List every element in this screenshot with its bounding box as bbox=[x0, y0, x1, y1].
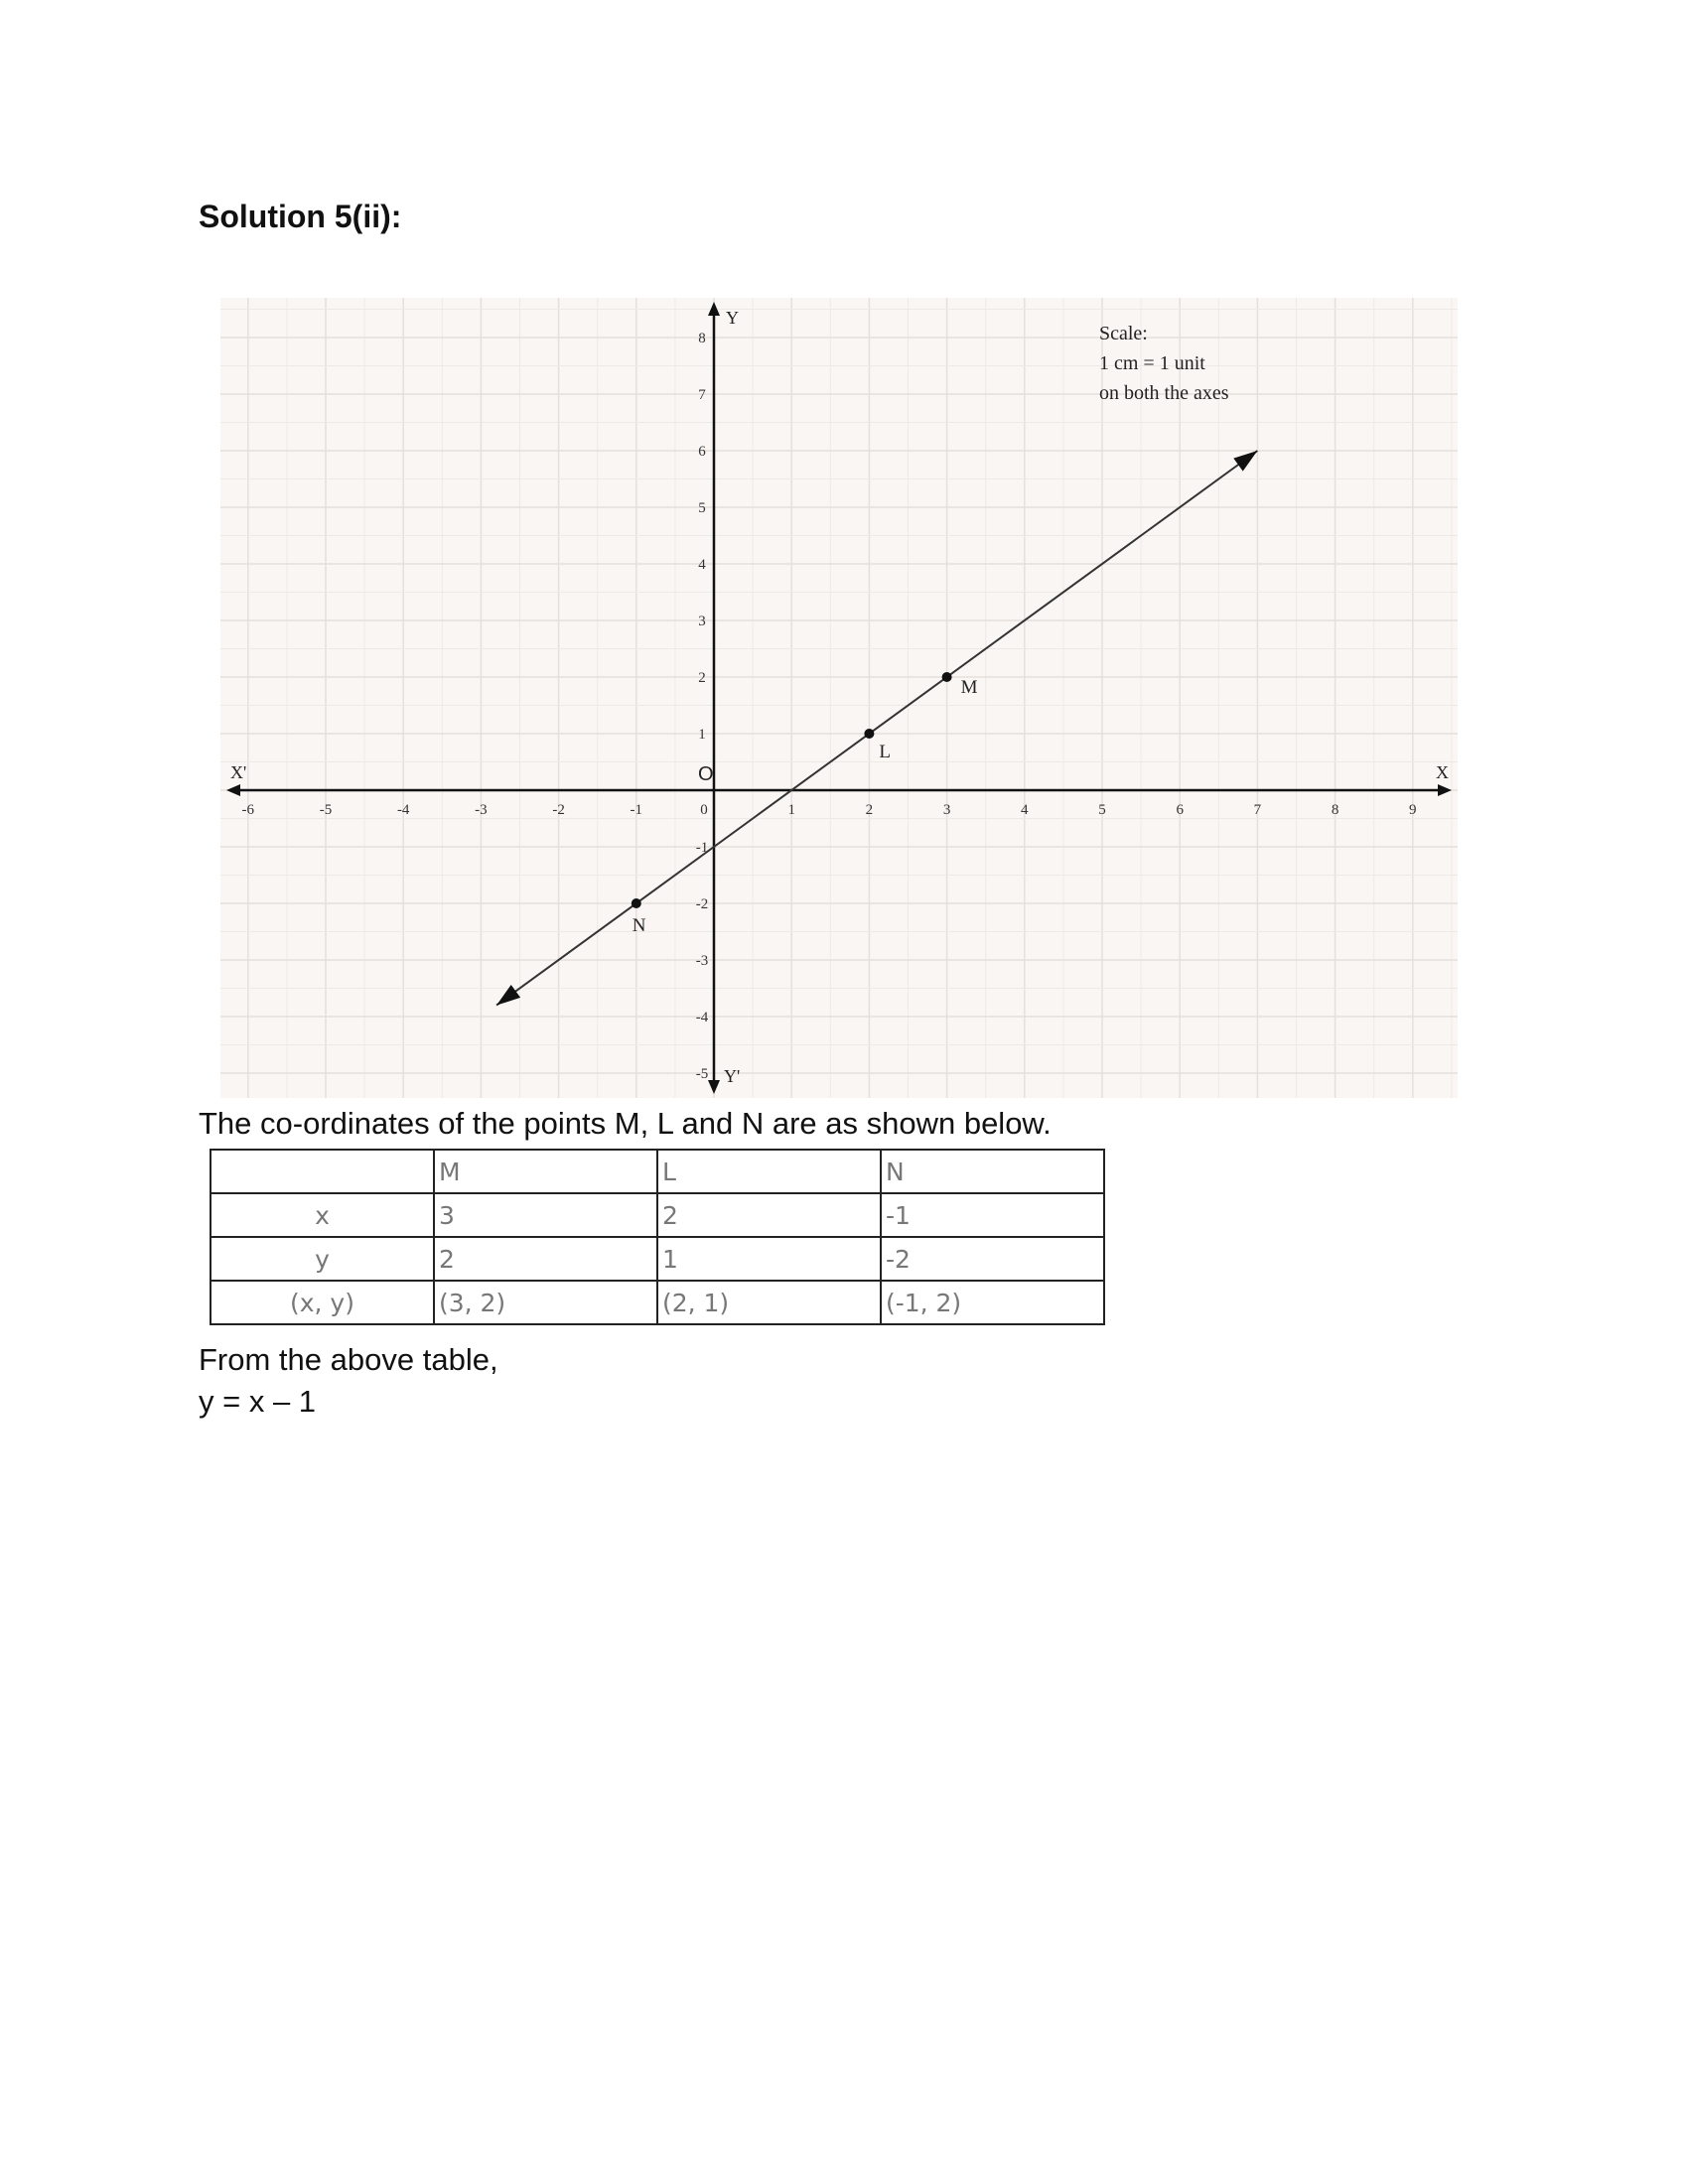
x-tick-label: 7 bbox=[1253, 802, 1262, 818]
point-label-n: N bbox=[632, 915, 646, 936]
x-tick-label: 0 bbox=[700, 802, 708, 818]
table-row bbox=[211, 1193, 1104, 1237]
x-axis-label: X bbox=[1436, 762, 1449, 782]
x-tick-label: -2 bbox=[552, 802, 565, 818]
y-prime-axis-label: Y' bbox=[724, 1066, 741, 1086]
y-tick-label: -1 bbox=[695, 840, 709, 856]
graph-background bbox=[220, 298, 1458, 1098]
y-tick-label: 6 bbox=[698, 444, 706, 460]
table-header-cell: L bbox=[657, 1150, 881, 1193]
table-row-label: x bbox=[211, 1193, 434, 1237]
x-tick-label: -5 bbox=[319, 802, 333, 818]
intro-text: The co-ordinates of the points M, L and N are as shown below. bbox=[199, 1106, 1052, 1141]
x-tick-label: 5 bbox=[1098, 802, 1106, 818]
point-m bbox=[942, 672, 952, 682]
y-tick-label: 8 bbox=[698, 331, 706, 346]
x-tick-label: 9 bbox=[1409, 802, 1417, 818]
table-cell: -2 bbox=[881, 1237, 1104, 1281]
table-cell: 1 bbox=[657, 1237, 881, 1281]
solution-heading: Solution 5(ii): bbox=[199, 199, 402, 234]
x-tick-label: -4 bbox=[396, 802, 410, 818]
x-tick-label: 3 bbox=[942, 802, 951, 818]
table-header-row bbox=[211, 1150, 1104, 1193]
table-cell: -1 bbox=[881, 1193, 1104, 1237]
y-tick-label: -5 bbox=[695, 1066, 709, 1082]
from-table-text: From the above table, bbox=[199, 1342, 498, 1377]
y-axis-label: Y bbox=[726, 308, 739, 328]
coordinates-table bbox=[210, 1149, 1105, 1325]
table-header-cell: M bbox=[434, 1150, 657, 1193]
point-label-l: L bbox=[879, 742, 892, 762]
table-row-label: y bbox=[211, 1237, 434, 1281]
table-header-cell: N bbox=[881, 1150, 1104, 1193]
y-tick-label: 4 bbox=[698, 557, 706, 573]
table-cell: (2, 1) bbox=[657, 1281, 881, 1324]
y-tick-label: 2 bbox=[698, 670, 706, 686]
origin-label: O bbox=[698, 763, 714, 785]
equation: y = x – 1 bbox=[199, 1384, 317, 1419]
x-tick-label: 8 bbox=[1331, 802, 1339, 818]
table-row-label: (x, y) bbox=[211, 1281, 434, 1324]
table-cell: (3, 2) bbox=[434, 1281, 657, 1324]
x-tick-label: -6 bbox=[241, 802, 255, 818]
y-tick-label: 1 bbox=[698, 727, 706, 743]
x-tick-label: 1 bbox=[787, 802, 795, 818]
x-tick-label: 2 bbox=[865, 802, 874, 818]
scale-note-line-1: Scale: bbox=[1099, 323, 1148, 344]
y-tick-label: -4 bbox=[695, 1010, 709, 1025]
y-tick-label: -3 bbox=[695, 953, 709, 969]
x-tick-label: -1 bbox=[630, 802, 643, 818]
point-n bbox=[632, 898, 641, 908]
scale-note-line-3: on both the axes bbox=[1099, 382, 1229, 404]
table-row bbox=[211, 1281, 1104, 1324]
table-corner-cell bbox=[211, 1150, 434, 1193]
point-l bbox=[864, 729, 874, 739]
table-cell: 2 bbox=[434, 1237, 657, 1281]
table-cell: 3 bbox=[434, 1193, 657, 1237]
x-prime-axis-label: X' bbox=[230, 762, 247, 782]
x-tick-label: 4 bbox=[1021, 802, 1029, 818]
x-tick-label: -3 bbox=[475, 802, 488, 818]
scale-note-line-2: 1 cm = 1 unit bbox=[1099, 352, 1205, 374]
y-tick-label: -2 bbox=[695, 896, 709, 912]
graph-figure bbox=[220, 298, 1458, 1098]
x-tick-label: 6 bbox=[1176, 802, 1184, 818]
table-cell: 2 bbox=[657, 1193, 881, 1237]
y-tick-label: 5 bbox=[698, 500, 706, 516]
table-row bbox=[211, 1237, 1104, 1281]
y-tick-label: 3 bbox=[698, 614, 706, 629]
table-cell: (-1, 2) bbox=[881, 1281, 1104, 1324]
point-label-m: M bbox=[960, 677, 978, 698]
y-tick-label: 7 bbox=[698, 387, 706, 403]
